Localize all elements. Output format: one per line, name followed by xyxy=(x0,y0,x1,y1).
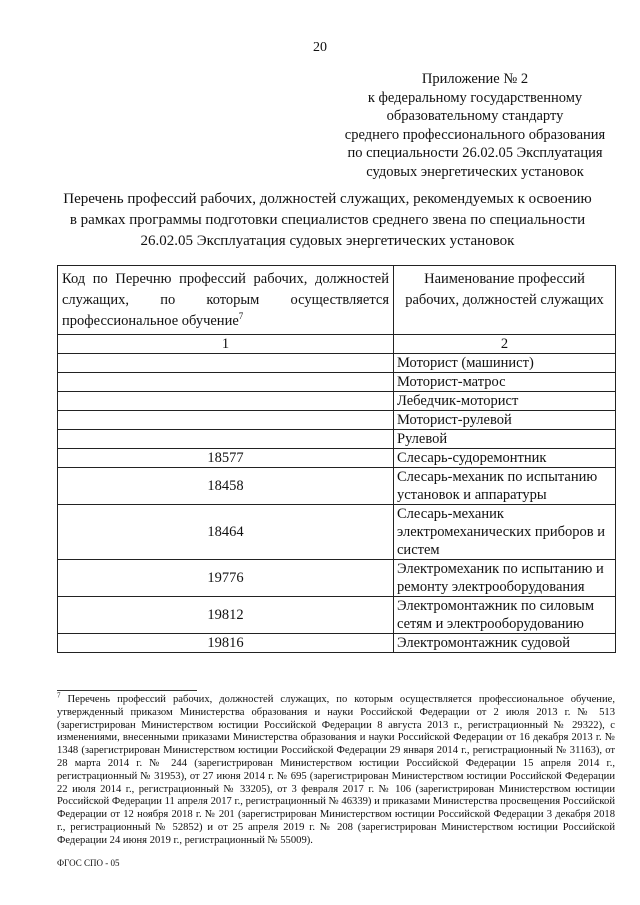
profession-code: 18577 xyxy=(58,449,394,468)
footnote-text: Перечень профессий рабочих, должностей служащих, по которым осуществляется профессиональное обучение, утвержденный приказом Министерства образования и науки Российской Федерации от 2 июля 2013 г. № 513 (зарегистрирован Министерством юстиции Российской Федерации 8 августа 2013 г., регистрационный № 29322), с изменениями, внесенными приказами Министерства образования и науки Российской Федерации от 16 декабря 2013 г. № 1348 (зарегистрирован Министерством юстиции Российской Федерации 29 января 2014 г., регистрационный № 31163), от 28 марта 2014 г. № 244 (зарегистрирован Министерством юстиции Российской Федерации 15 апреля 2014 г., регистрационный № 31953), от 27 июня 2014 г. № 695 (зарегистрирован Министерством юстиции Российской Федерации 22 июля 2014 г., регистрационный № 33205), от 3 февраля 2017 г. № 106 (зарегистрирован Министерством юстиции Российской Федерации 11 апреля 2017 г., регистрационный № 46339) и приказами Министерства просвещения Российской Федерации от 12 ноября 2018 г. № 201 (зарегистрирован Министерством юстиции Российской Федерации 3 декабря 2018 г., регистрационный № 52852) и от 25 апреля 2019 г. № 208 (зарегистрирован Министерством юстиции Российской Федерации 24 июня 2019 г., регистрационный № 55009). xyxy=(57,694,615,846)
profession-code xyxy=(58,354,394,373)
footnote-mark: 7 xyxy=(238,311,244,322)
table-row xyxy=(58,449,616,468)
table-header-row xyxy=(58,266,616,335)
title-line: в рамках программы подготовки специалистов среднего звена по специальности xyxy=(69,212,586,228)
profession-code xyxy=(58,411,394,430)
table-row xyxy=(58,354,616,373)
table-row xyxy=(58,392,616,411)
document-title xyxy=(40,189,615,252)
column-number-1: 1 xyxy=(58,335,394,354)
header-code-text: Код по Перечню профессий рабочих, должностей служащих, по которым осуществляется профессиональное обучение xyxy=(62,271,389,329)
profession-name: Электромонтажник судовой xyxy=(394,634,616,653)
appendix-line: по специальности 26.02.05 Эксплуатация xyxy=(347,145,603,161)
appendix-heading xyxy=(325,70,625,181)
column-number-2: 2 xyxy=(394,335,616,354)
profession-name: Лебедчик-моторист xyxy=(394,392,616,411)
profession-name: Моторист-матрос xyxy=(394,373,616,392)
title-line: 26.02.05 Эксплуатация судовых энергетических установок xyxy=(140,233,515,249)
profession-name: Слесарь-судоремонтник xyxy=(394,449,616,468)
footnote-number: 7 xyxy=(57,691,61,700)
table-row xyxy=(58,597,616,634)
profession-code: 19776 xyxy=(58,560,394,597)
profession-code: 18464 xyxy=(58,505,394,560)
profession-code: 18458 xyxy=(58,468,394,505)
header-code-column xyxy=(58,266,394,335)
appendix-line: судовых энергетических установок xyxy=(366,163,584,180)
profession-name: Электромеханик по испытанию и ремонту электрооборудования xyxy=(394,560,616,597)
footnote xyxy=(57,691,615,848)
profession-name: Рулевой xyxy=(394,430,616,449)
appendix-line: к федеральному государственному xyxy=(367,89,583,106)
title-line: Перечень профессий рабочих, должностей служащих, рекомендуемых к освоению xyxy=(63,191,592,207)
profession-name: Моторист (машинист) xyxy=(394,354,616,373)
appendix-line: Приложение № 2 xyxy=(421,71,529,87)
profession-code xyxy=(58,392,394,411)
header-name-column: Наименование профессий рабочих, должностей служащих xyxy=(394,266,616,335)
appendix-line: среднего профессионального образования xyxy=(344,126,606,143)
profession-code xyxy=(58,373,394,392)
column-number-row xyxy=(58,335,616,354)
profession-name: Моторист-рулевой xyxy=(394,411,616,430)
footnote-divider xyxy=(57,690,197,691)
profession-name: Слесарь-механик электромеханических приборов и систем xyxy=(394,505,616,560)
footer-code: ФГОС СПО - 05 xyxy=(57,858,120,868)
table-row xyxy=(58,430,616,449)
profession-name: Слесарь-механик по испытанию установок и аппаратуры xyxy=(394,468,616,505)
page-number: 20 xyxy=(313,40,327,55)
profession-name: Электромонтажник по силовым сетям и электрооборудованию xyxy=(394,597,616,634)
table-row xyxy=(58,373,616,392)
professions-table xyxy=(57,265,616,653)
profession-code: 19816 xyxy=(58,634,394,653)
profession-code: 19812 xyxy=(58,597,394,634)
table-row xyxy=(58,411,616,430)
appendix-line: образовательному стандарту xyxy=(386,108,564,124)
profession-code xyxy=(58,430,394,449)
table-row xyxy=(58,505,616,560)
table-row xyxy=(58,468,616,505)
table-row xyxy=(58,634,616,653)
table-row xyxy=(58,560,616,597)
